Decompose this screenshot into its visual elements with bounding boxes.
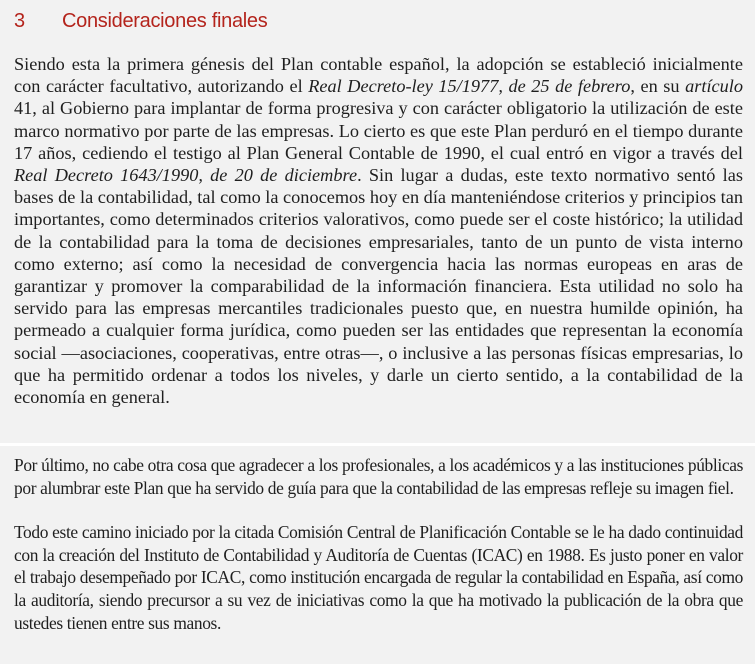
legal-reference-1990: Real Decreto 1643/1990, de 20 de diciembre	[14, 165, 358, 186]
section-title: Consideraciones finales	[62, 9, 268, 32]
paragraph-acknowledgement: Por último, no cabe otra cosa que agradecer a los profesionales, a los académicos y a las instituciones públicas por alumbrar este Plan que ha servido de guía para que la contabilidad de las empresas refleje su imagen fiel.	[14, 455, 743, 498]
main-text-block	[0, 53, 755, 441]
closing-text-block	[0, 446, 755, 664]
section-number: 3	[14, 9, 25, 32]
legal-reference-1977: Real Decreto-ley 15/1977, de 25 de febrero	[308, 76, 631, 97]
paragraph-icac: Todo este camino iniciado por la citada Comisión Central de Planificación Contable se le ha dado continuidad con la creación del Instituto de Contabilidad y Auditoría de Cuentas (ICAC) en 1988. Es justo poner en valor el trabajo desempeñado por ICAC, como institución encargada de regular la contabilidad en España, así como la auditoría, siendo precursor a su vez de iniciativas como la que ha motivado la publicación de la obra que ustedes tienen entre sus manos.	[14, 522, 743, 633]
paragraph1-text-1: Siendo esta la primera génesis del Plan contable español, la adopción se estableció inicialmente con carácter facultativo, autorizando el	[14, 54, 743, 97]
paragraph1-text-4: . Sin lugar a dudas, este texto normativo sentó las bases de la contabilidad, tal como la conocemos hoy en día manteniéndose criterios y principios tan importantes, como determinados criterios valorativos, como puede ser el coste histórico; la utilidad de la contabilidad para la toma de decisiones empresariales, tanto de un punto de vista interno como externo; así como la necesidad de convergencia hacia las normas europeas en aras de garantizar y promover la comparabilidad de la información financiera. Esta utilidad no solo ha servido para las empresas mercantiles tradicionales puesto que, en nuestra humilde opinión, ha permeado a cualquier forma jurídica, como pueden ser las entidades que representan la economía social —asociaciones, cooperativas, entre otras—, o inclusive a las personas físicas empresarias, lo que ha permitido ordenar a todos los niveles, y darle un cierto sentido, a la contabilidad de la economía en general.	[14, 165, 744, 408]
paragraph1-text-2: , en su	[630, 76, 686, 97]
paragraph-plan-history	[14, 53, 743, 408]
paragraph1-text-3: 41, al Gobierno para implantar de forma progresiva y con carácter obligatorio la utilización de este marco normativo por parte de las empresas. Lo cierto es que este Plan perduró en el tiempo durante 17 años, cediendo el testigo al Plan General Contable de 1990, el cual entró en vigor a través del	[14, 98, 743, 163]
section-heading	[14, 6, 267, 36]
legal-reference-article: artículo	[685, 76, 744, 97]
